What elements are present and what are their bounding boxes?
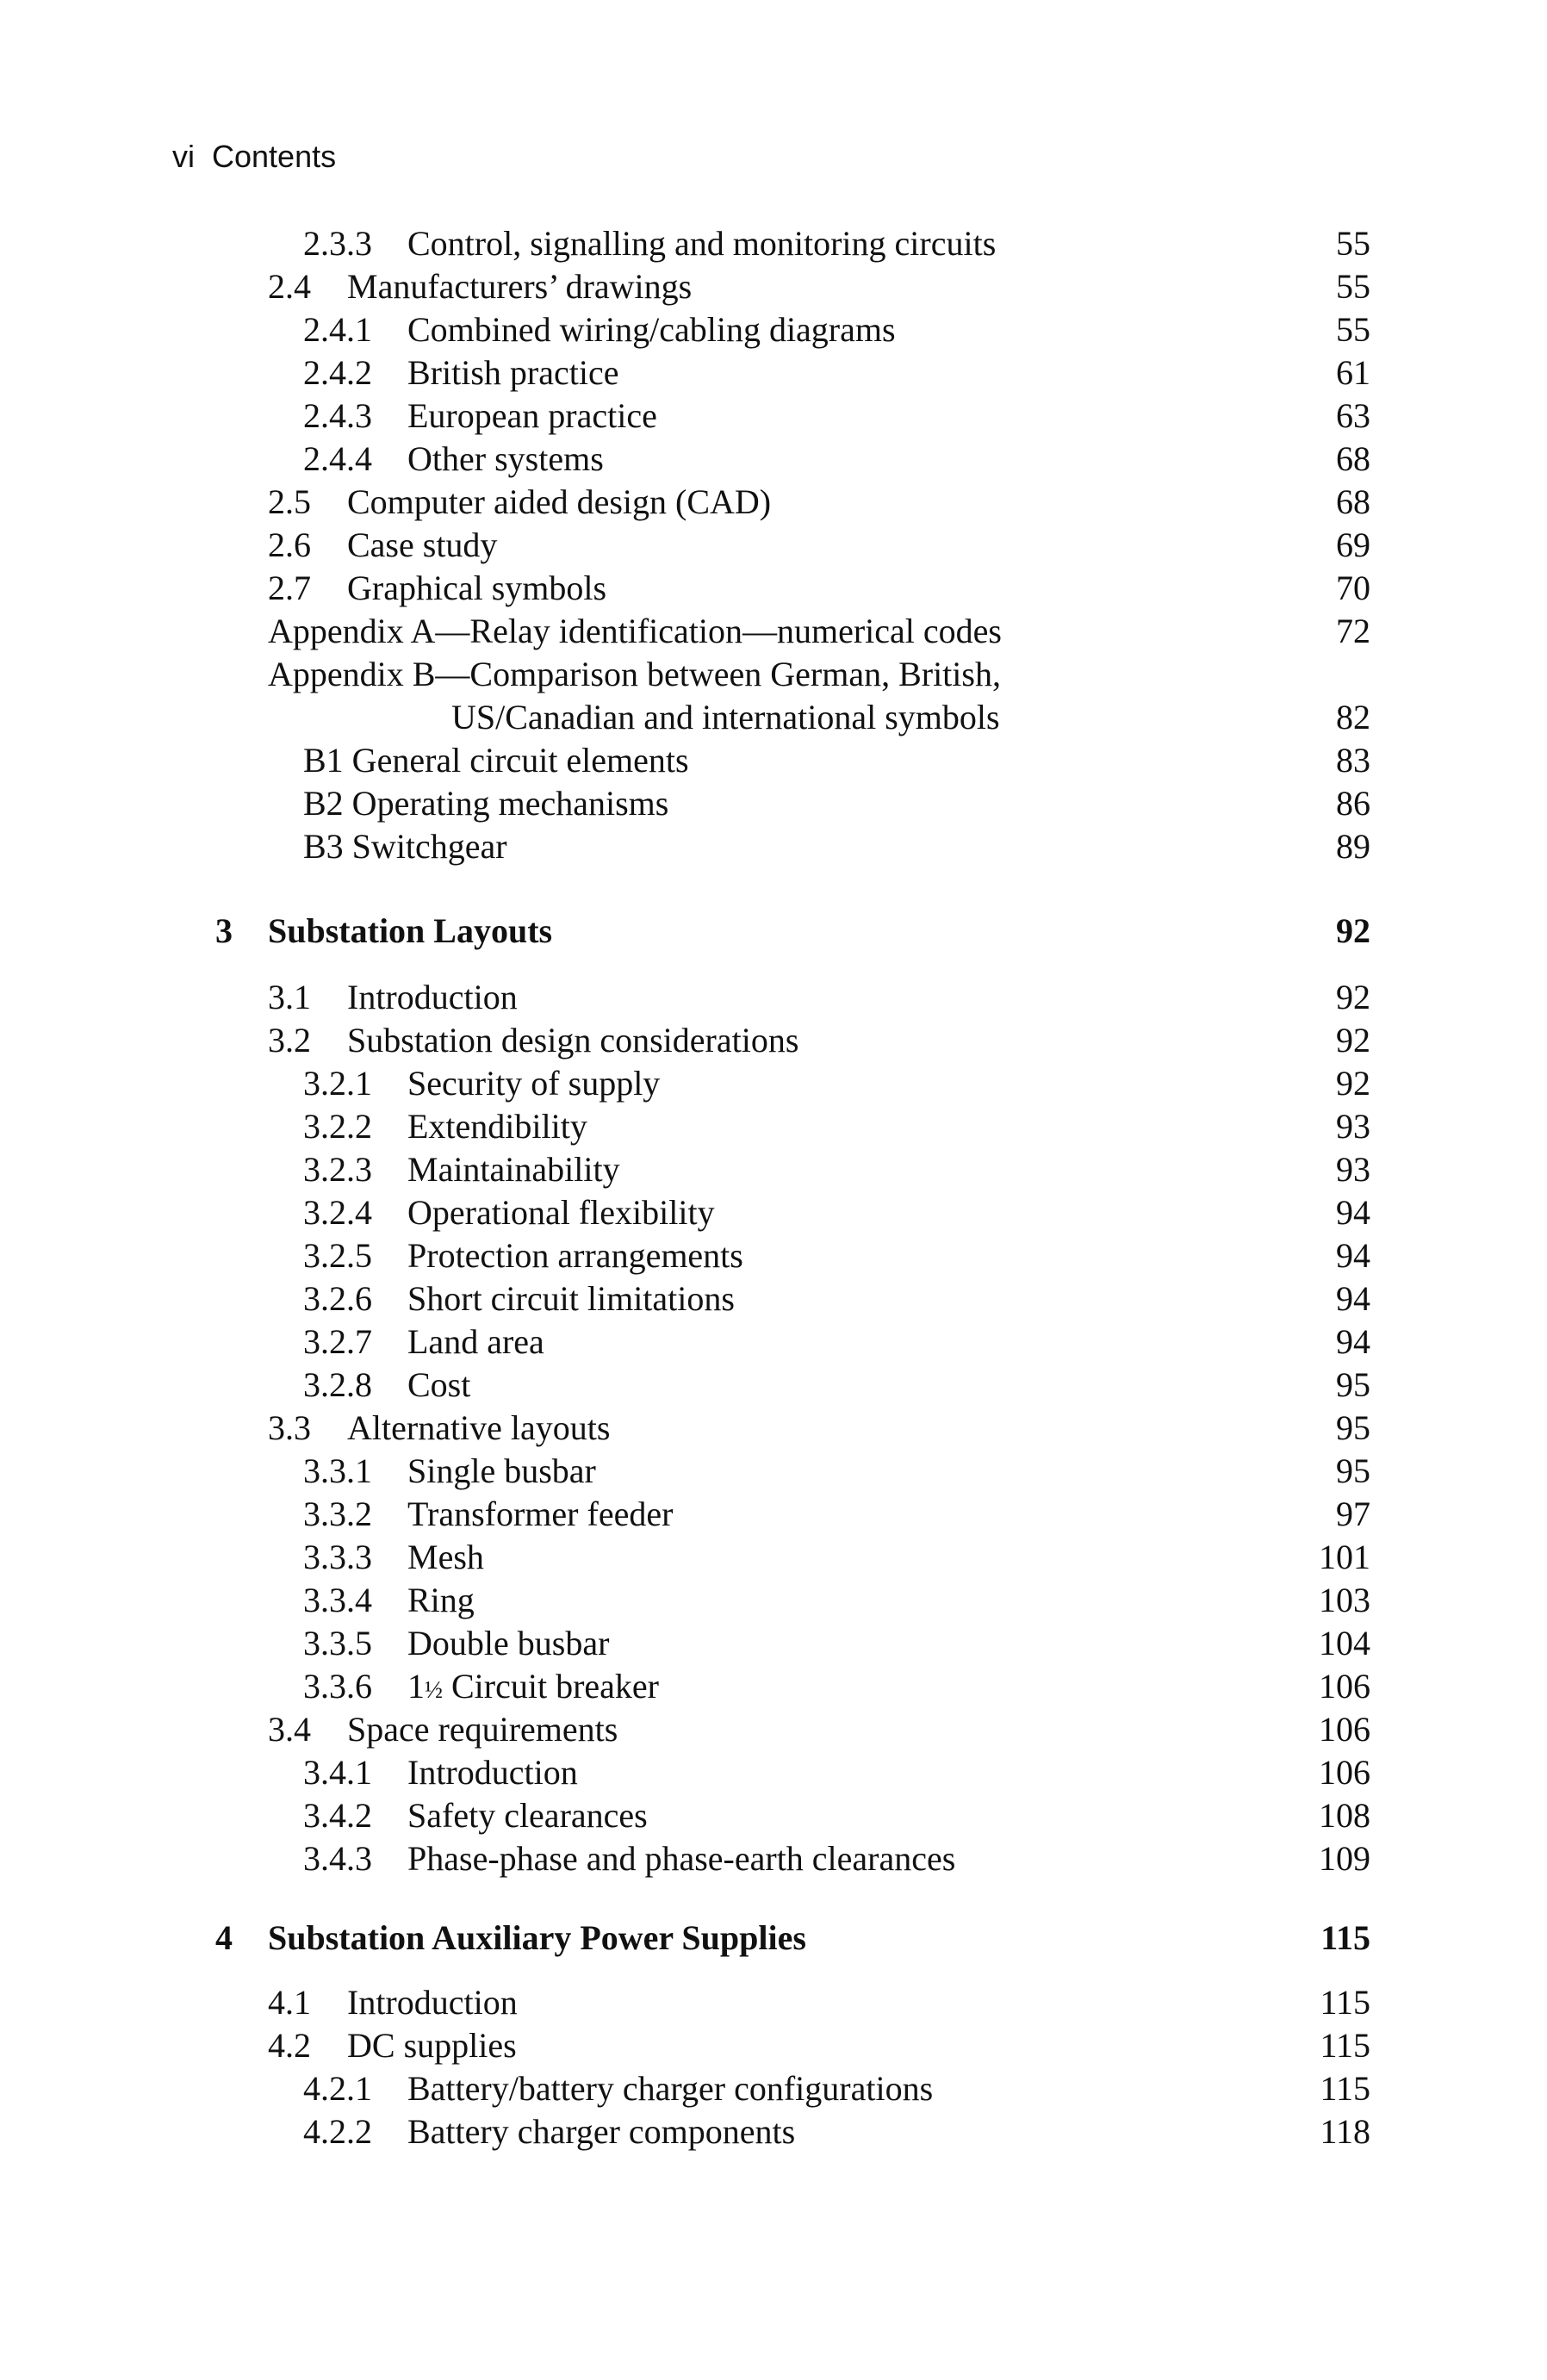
toc-entry [0,1794,1547,1837]
page-number: 104 [1319,1624,1370,1662]
section-title: European practice [407,396,657,435]
toc-entry-appendix [0,610,1547,653]
page-number: 92 [1336,911,1370,950]
section-number: 3.1 [268,978,311,1016]
section-number: 3.2.1 [303,1064,372,1103]
running-title: Contents [212,139,337,174]
page-number: 92 [1336,978,1370,1016]
page-number: 94 [1336,1236,1370,1275]
section-number: 2.7 [268,569,311,607]
toc-entry [0,2024,1547,2067]
section-number: 2.5 [268,482,311,521]
page-number: 89 [1336,827,1370,866]
section-title: Security of supply [407,1064,661,1103]
toc-entry [0,222,1547,265]
toc-entry [0,1751,1547,1794]
section-number: 3.2.2 [303,1107,372,1146]
page-number: 109 [1319,1839,1370,1878]
page-numeral: vi [172,139,195,174]
toc-entry [0,438,1547,481]
toc-entry [0,481,1547,524]
page-number: 94 [1336,1193,1370,1232]
page-number: 93 [1336,1107,1370,1146]
page-number: 83 [1336,741,1370,780]
page-number: 94 [1336,1322,1370,1361]
section-number: 4.2.1 [303,2069,372,2108]
section-number: 3.3 [268,1408,311,1447]
section-number: 3.4.1 [303,1753,372,1792]
section-title: Case study [347,525,498,564]
page-number: 55 [1336,224,1370,263]
toc-entry [0,1019,1547,1062]
section-number: 3.2.7 [303,1322,372,1361]
toc-entry [0,1665,1547,1708]
page-number: 115 [1320,2026,1370,2065]
section-title: Space requirements [347,1710,618,1749]
section-title: Protection arrangements [407,1236,743,1275]
section-title: Introduction [347,978,518,1016]
section-title: Land area [407,1322,544,1361]
section-title: Alternative layouts [347,1408,611,1447]
section-title: Double busbar [407,1624,610,1662]
toc-entry-appendix-section [0,739,1547,782]
section-title: Short circuit limitations [407,1279,735,1318]
page-number: 106 [1319,1710,1370,1749]
section-title: Combined wiring/cabling diagrams [407,310,896,349]
section-title: Operational flexibility [407,1193,715,1232]
section-number: 3.2.4 [303,1193,372,1232]
page-number: 72 [1336,612,1370,650]
page-number: 95 [1336,1408,1370,1447]
section-title: Battery charger components [407,2112,796,2151]
page-number: 118 [1320,2112,1370,2151]
section-title: Transformer feeder [407,1494,674,1533]
toc-entry [0,351,1547,395]
section-title: Graphical symbols [347,569,607,607]
section-number: 2.4.4 [303,439,372,478]
section-number: 3.2.5 [303,1236,372,1275]
section-title: British practice [407,353,619,392]
section-title: Maintainability [407,1150,620,1189]
appendix-section-title: B2 Operating mechanisms [303,784,669,823]
toc-entry [0,976,1547,1019]
toc-entry [0,1062,1547,1105]
toc-entry [0,2110,1547,2153]
chapter-title: Substation Layouts [268,911,553,950]
section-title: Computer aided design (CAD) [347,482,772,521]
section-title: Phase-phase and phase-earth clearances [407,1839,956,1878]
toc-entry [0,1105,1547,1148]
page-number: 86 [1336,784,1370,823]
page-number: 70 [1336,569,1370,607]
title-prefix: 1 [407,1667,425,1706]
section-title: Control, signalling and monitoring circuits [407,224,997,263]
section-title: Ring [407,1581,475,1619]
section-title: Cost [407,1365,471,1404]
toc-entry-appendix [0,653,1547,696]
toc-entry [0,1277,1547,1320]
section-number: 4.2.2 [303,2112,372,2151]
toc-entry [0,265,1547,308]
section-number: 4.1 [268,1983,311,2022]
page-number: 92 [1336,1064,1370,1103]
toc-entry [0,567,1547,610]
page-number: 115 [1320,1918,1370,1957]
toc-entry [0,1148,1547,1191]
page-number: 115 [1320,1983,1370,2022]
appendix-title: Appendix A—Relay identification—numerical codes [268,612,1002,650]
section-number: 2.4.1 [303,310,372,349]
title-text: Circuit breaker [443,1667,659,1706]
page-number: 92 [1336,1021,1370,1060]
table-of-contents [0,222,1547,2203]
section-title: Manufacturers’ drawings [347,267,693,306]
toc-entry [0,308,1547,351]
section-number: 3.3.5 [303,1624,372,1662]
chapter-number: 4 [215,1918,233,1957]
page-number: 94 [1336,1279,1370,1318]
toc-entry [0,1536,1547,1579]
section-title: Safety clearances [407,1796,648,1835]
page-number: 68 [1336,439,1370,478]
page-number: 106 [1319,1667,1370,1706]
page-number: 69 [1336,525,1370,564]
toc-entry [0,1320,1547,1364]
section-title: Mesh [407,1538,484,1576]
toc-entry [0,2067,1547,2110]
section-title: DC supplies [347,2026,517,2065]
page-number: 115 [1320,2069,1370,2108]
toc-chapter [0,910,1547,953]
section-title: Substation design considerations [347,1021,799,1060]
section-title: Single busbar [407,1451,596,1490]
page-number: 93 [1336,1150,1370,1189]
toc-entry [0,1622,1547,1665]
section-number: 3.4.3 [303,1839,372,1878]
section-title: Extendibility [407,1107,587,1146]
section-number: 3.4.2 [303,1796,372,1835]
section-number: 2.6 [268,525,311,564]
page-number: 95 [1336,1451,1370,1490]
section-number: 4.2 [268,2026,311,2065]
running-header [172,138,336,176]
toc-entry [0,524,1547,567]
section-title: Introduction [407,1753,578,1792]
page-number: 101 [1319,1538,1370,1576]
section-number: 3.3.1 [303,1451,372,1490]
fraction-half: ½ [425,1677,443,1704]
section-number: 3.2 [268,1021,311,1060]
section-number: 3.3.6 [303,1667,372,1706]
section-number: 3.2.6 [303,1279,372,1318]
toc-entry [0,1234,1547,1277]
section-number: 3.3.3 [303,1538,372,1576]
page-number: 97 [1336,1494,1370,1533]
section-number: 2.3.3 [303,224,372,263]
section-number: 2.4 [268,267,311,306]
section-number: 3.3.4 [303,1581,372,1619]
section-title: Other systems [407,439,604,478]
page-number: 106 [1319,1753,1370,1792]
chapter-title: Substation Auxiliary Power Supplies [268,1918,806,1957]
toc-entry [0,1837,1547,1880]
appendix-section-title: B1 General circuit elements [303,741,689,780]
appendix-section-title: B3 Switchgear [303,827,507,866]
section-title: Battery/battery charger configurations [407,2069,934,2108]
page-number: 63 [1336,396,1370,435]
appendix-title: Appendix B—Comparison between German, British, [268,655,1001,693]
page-number: 95 [1336,1365,1370,1404]
toc-entry [0,1493,1547,1536]
page-number: 82 [1336,698,1370,736]
toc-entry [0,395,1547,438]
section-number: 3.2.8 [303,1365,372,1404]
section-title [407,1665,659,1712]
page-number: 55 [1336,267,1370,306]
page-number: 68 [1336,482,1370,521]
toc-entry [0,1407,1547,1450]
section-number: 3.3.2 [303,1494,372,1533]
page-number: 61 [1336,353,1370,392]
toc-entry [0,1579,1547,1622]
toc-entry [0,1191,1547,1234]
toc-entry [0,1981,1547,2024]
toc-entry [0,1364,1547,1407]
toc-entry-appendix-section [0,782,1547,825]
chapter-number: 3 [215,911,233,950]
section-number: 2.4.3 [303,396,372,435]
page-number: 55 [1336,310,1370,349]
toc-entry [0,1708,1547,1751]
toc-entry-appendix-section [0,825,1547,868]
toc-entry [0,1450,1547,1493]
section-number: 3.4 [268,1710,311,1749]
section-number: 3.2.3 [303,1150,372,1189]
page-number: 103 [1319,1581,1370,1619]
toc-entry-appendix-continuation [0,696,1547,739]
appendix-title-continuation: US/Canadian and international symbols [451,698,1000,736]
section-number: 2.4.2 [303,353,372,392]
toc-chapter [0,1917,1547,1960]
page-number: 108 [1319,1796,1370,1835]
section-title: Introduction [347,1983,518,2022]
